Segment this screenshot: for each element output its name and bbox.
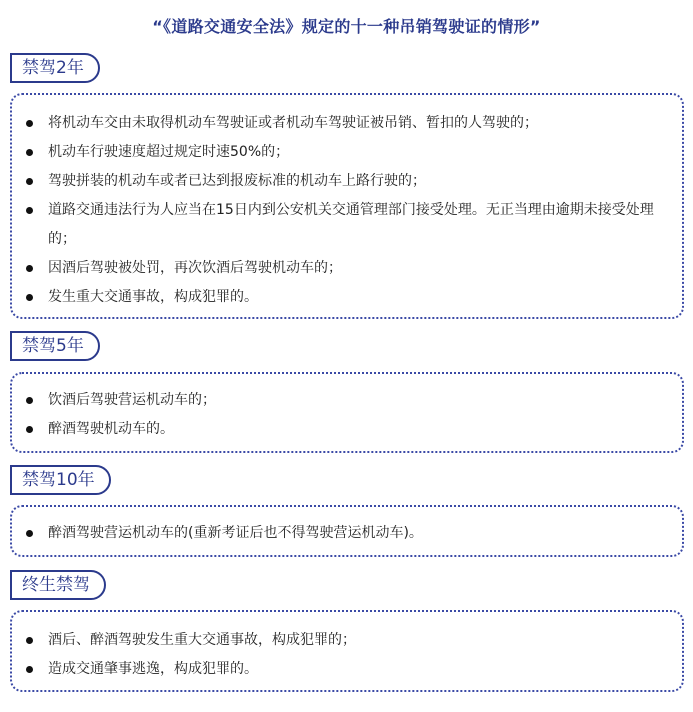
list-item: 将机动车交由未取得机动车驾驶证或者机动车驾驶证被吊销、暂扣的人驾驶的； — [24, 109, 672, 138]
section-box-ban-10-years — [10, 505, 684, 557]
page-title: “《道路交通安全法》规定的十一种吊销驾驶证的情形” — [152, 17, 541, 36]
list-item: 因酒后驾驶被处罚，再次饮酒后驾驶机动车的； — [24, 254, 672, 283]
list-item: 醉酒驾驶营运机动车的(重新考证后也不得驾驶营运机动车)。 — [24, 519, 672, 548]
section-tag-ban-5-years: 禁驾5年 — [10, 331, 100, 361]
section-box-lifetime-ban — [10, 610, 684, 692]
section-box-ban-2-years — [10, 93, 684, 319]
list-item: 造成交通肇事逃逸，构成犯罪的。 — [24, 655, 672, 684]
list-item: 醉酒驾驶机动车的。 — [24, 415, 672, 444]
list-item: 机动车行驶速度超过规定时速50%的； — [24, 138, 672, 167]
section-box-ban-5-years — [10, 372, 684, 453]
section-tag-lifetime-ban: 终生禁驾 — [10, 570, 106, 600]
list-item: 道路交通违法行为人应当在15日内到公安机关交通管理部门接受处理。无正当理由逾期未接受处理的； — [24, 196, 672, 254]
section-tag-ban-10-years: 禁驾10年 — [10, 465, 111, 495]
list-item: 酒后、醉酒驾驶发生重大交通事故，构成犯罪的； — [24, 626, 672, 655]
list-item: 驾驶拼装的机动车或者已达到报废标准的机动车上路行驶的； — [24, 167, 672, 196]
section-tag-ban-2-years: 禁驾2年 — [10, 53, 100, 83]
list-item: 饮酒后驾驶营运机动车的； — [24, 386, 672, 415]
list-item: 发生重大交通事故，构成犯罪的。 — [24, 283, 672, 312]
